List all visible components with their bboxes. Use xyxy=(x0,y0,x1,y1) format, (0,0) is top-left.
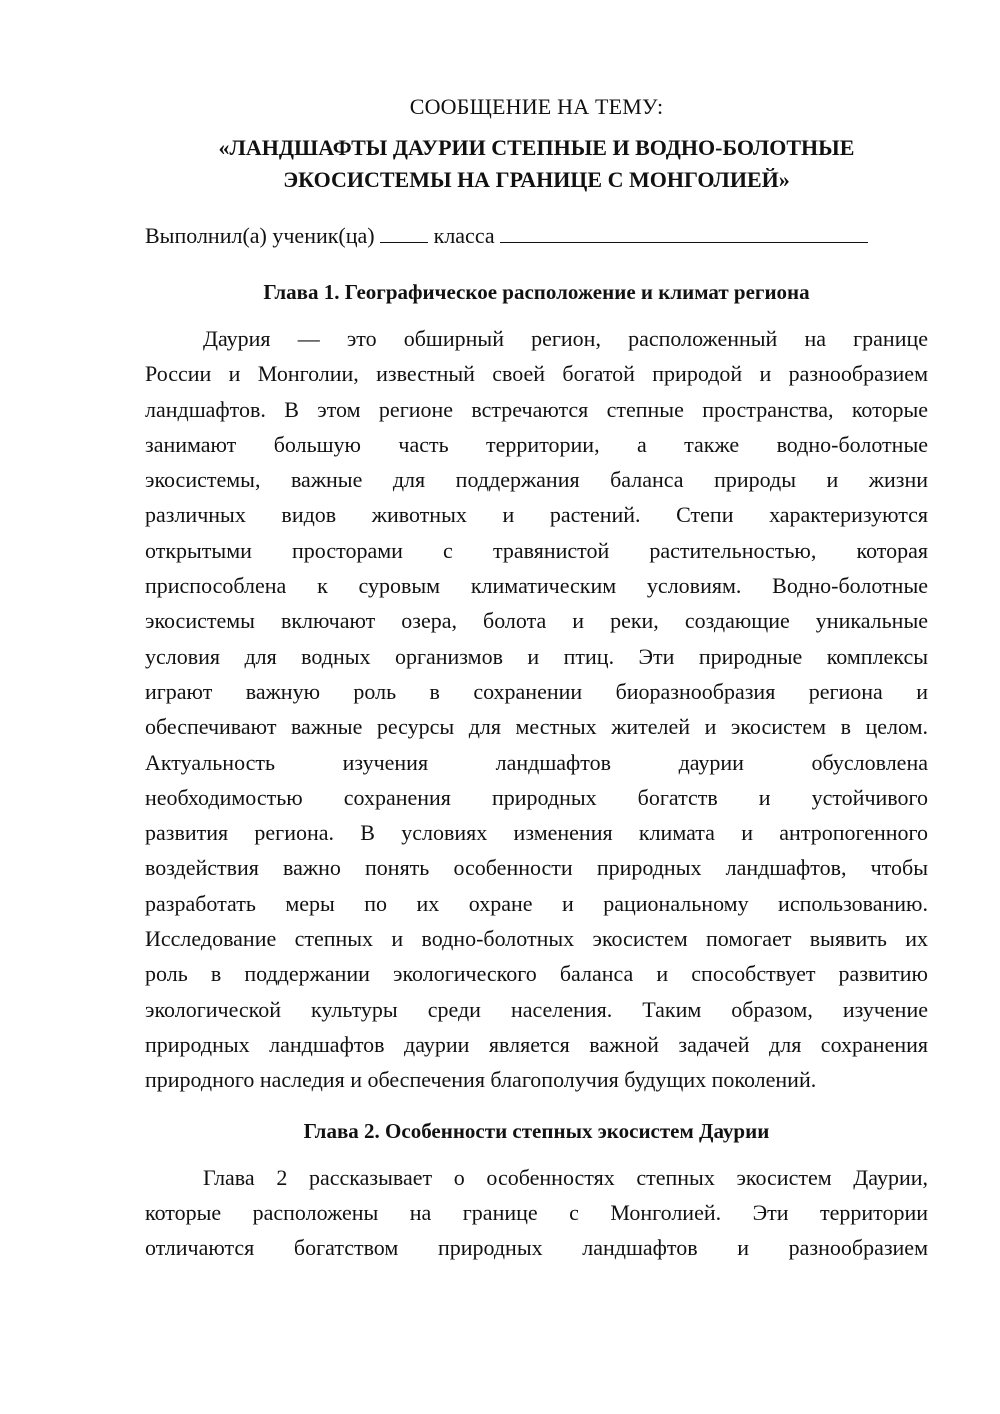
text-line: роль в поддержании экологического баланса и способствует развитию xyxy=(145,961,928,987)
author-line xyxy=(145,220,928,251)
text-line: Исследование степных и водно-болотных экосистем помогает выявить их xyxy=(145,926,928,952)
text-line: открытыми просторами с травянистой растительностью, которая xyxy=(145,537,928,563)
text-line: которые расположены на границе с Монголией. Эти территории xyxy=(145,1199,928,1225)
class-label: класса xyxy=(433,223,495,248)
text-line: Даурия — это обширный регион, расположенный на границе xyxy=(203,326,928,351)
text-line: экосистемы, важные для поддержания баланса природы и жизни xyxy=(145,467,928,493)
text-line: Глава 2 рассказывает о особенностях степных экосистем Даурии, xyxy=(203,1164,928,1190)
text-line: отличаются богатством природных ландшафтов и разнообразием xyxy=(145,1235,928,1261)
text-line: природного наследия и обеспечения благополучия будущих поколений. xyxy=(145,1067,817,1093)
text-line: природных ландшафтов даурии является важной задачей для сохранения xyxy=(145,1031,928,1057)
chapter-2-title: Глава 2. Особенности степных экосистем Даурии xyxy=(303,1118,770,1143)
text-line: экосистемы включают озера, болота и реки, создающие уникальные xyxy=(145,608,928,634)
text-line: занимают большую часть территории, а также водно-болотные xyxy=(145,431,928,457)
text-line: ландшафтов. В этом регионе встречаются степные пространства, которые xyxy=(145,396,928,422)
document-page xyxy=(145,92,928,1265)
text-line: играют важную роль в сохранении биоразнообразия региона и xyxy=(145,678,928,704)
section-gap xyxy=(145,1098,928,1116)
text-line: воздействия важно понять особенности природных ландшафтов, чтобы xyxy=(145,855,928,881)
title-line-1: «ЛАНДШАФТЫ ДАУРИИ СТЕПНЫЕ И ВОДНО-БОЛОТНЫЕ xyxy=(218,135,855,160)
chapter-1-title: Глава 1. Географическое расположение и климат региона xyxy=(263,280,810,304)
text-line: разработать меры по их охране и рациональному использованию. xyxy=(145,890,928,916)
author-prefix: Выполнил(а) ученик(ца) xyxy=(145,223,375,248)
text-line: Актуальность изучения ландшафтов даурии обусловлена xyxy=(145,749,928,775)
text-line: приспособлена к суровым климатическим условиям. Водно-болотные xyxy=(145,573,928,599)
student-name-blank xyxy=(500,220,868,243)
document-title xyxy=(145,132,928,196)
title-line-2: ЭКОСИСТЕМЫ НА ГРАНИЦЕ С МОНГОЛИЕЙ» xyxy=(283,167,790,192)
class-number-blank xyxy=(380,220,428,243)
chapter-2-paragraph xyxy=(145,1160,928,1266)
text-line: различных видов животных и растений. Степи характеризуются xyxy=(145,502,928,528)
subject-heading: СООБЩЕНИЕ НА ТЕМУ: xyxy=(409,94,664,119)
text-line: условия для водных организмов и птиц. Эти природные комплексы xyxy=(145,643,928,669)
text-line: экологической культуры среди населения. Таким образом, изучение xyxy=(145,996,928,1022)
text-line: России и Монголии, известный своей богатой природой и разнообразием xyxy=(145,361,928,387)
text-line: развития региона. В условиях изменения климата и антропогенного xyxy=(145,820,928,846)
text-line: обеспечивают важные ресурсы для местных жителей и экосистем в целом. xyxy=(145,714,928,740)
chapter-1-paragraph xyxy=(145,321,928,1098)
text-line: необходимостью сохранения природных богатств и устойчивого xyxy=(145,784,928,810)
